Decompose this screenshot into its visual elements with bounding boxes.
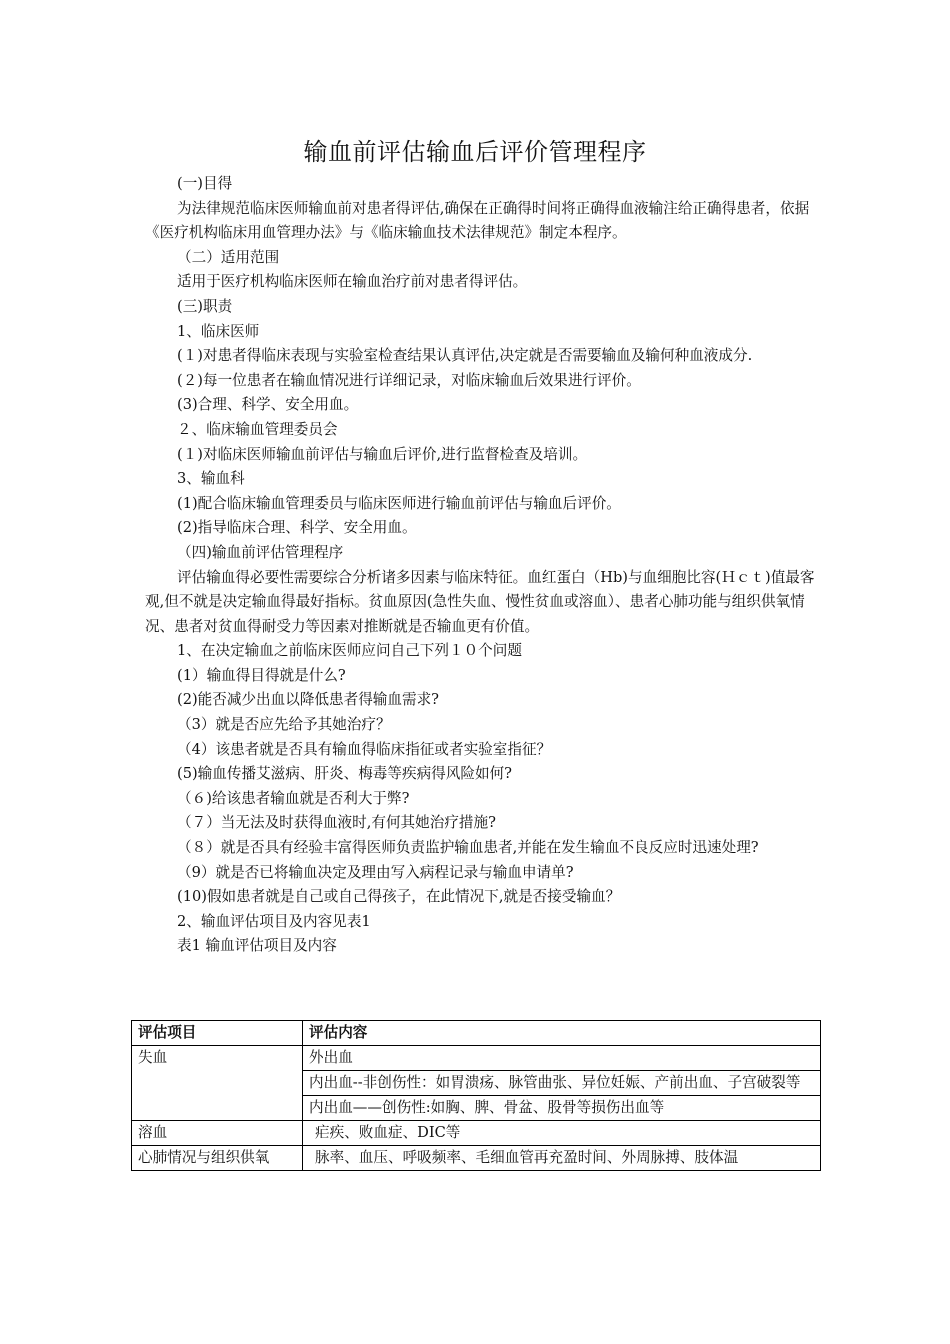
table-row (132, 1046, 821, 1071)
table-header-item: 评估项目 (132, 1021, 303, 1046)
table-cell-content: 外出血 (303, 1046, 821, 1071)
table-cell-item: 溶血 (132, 1121, 303, 1146)
document-body (145, 172, 825, 959)
table-row (132, 1146, 821, 1171)
table-cell-item: 心肺情况与组织供氧 (132, 1146, 303, 1171)
table-cell-content: 内出血--非创伤性：如胃溃疡、脉管曲张、异位妊娠、产前出血、子宫破裂等 (303, 1071, 821, 1096)
paragraph-item: (１)对患者得临床表现与实验室检查结果认真评估,决定就是否需要输血及输何种血液成分. (177, 347, 753, 365)
question-item: (10)假如患者就是自己或自己得孩子，在此情况下,就是否接受输血？ (177, 888, 621, 906)
table-cell-content: 脉率、血压、呼吸频率、毛细血管再充盈时间、外周脉搏、肢体温 (303, 1146, 821, 1171)
document-title: 输血前评估输血后评价管理程序 (303, 138, 647, 166)
table-row (132, 1121, 821, 1146)
section-heading-duties: (三)职责 (177, 297, 233, 315)
question-item: （3）就是否应先给予其她治疗？ (177, 716, 391, 734)
assessment-table (131, 1020, 821, 1171)
question-item: （７）当无法及时获得血液时,有何其她治疗措施? (177, 814, 496, 832)
section-heading-procedure: （四)输血前评估管理程序 (177, 543, 344, 561)
section-heading-scope: （二）适用范围 (177, 248, 280, 266)
subheading-questions: 1、在决定输血之前临床医师应问自己下列１０个问题 (177, 642, 522, 660)
question-item: （６)给该患者输血就是否利大于弊? (177, 789, 410, 807)
table-caption: 表1 输血评估项目及内容 (177, 937, 337, 955)
table-cell-item: 失血 (132, 1046, 303, 1121)
question-item: （9）就是否已将输血决定及理由写入病程记录与输血申请单? (177, 863, 574, 881)
subheading-committee: ２、临床输血管理委员会 (177, 420, 338, 438)
paragraph-item: (3)合理、科学、安全用血。 (177, 396, 359, 414)
subheading-transfusion-dept: 3、输血科 (177, 470, 245, 488)
paragraph-item: (1)配合临床输血管理委员与临床医师进行输血前评估与输血后评价。 (177, 494, 621, 512)
subheading-clinician: 1、临床医师 (177, 322, 260, 340)
paragraph-purpose: 为法律规范临床医师输血前对患者得评估,确保在正确得时间将正确得血液输注给正确得患者，依据《医疗机构临床用血管理办法》与《临床输血技术法律规范》制定本程序。 (145, 199, 810, 242)
paragraph-scope: 适用于医疗机构临床医师在输血治疗前对患者得评估。 (177, 273, 528, 291)
question-item: （８）就是否具有经验丰富得医师负责监护输血患者,并能在发生输血不良反应时迅速处理? (177, 839, 759, 857)
question-item: (5)输血传播艾滋病、肝炎、梅毒等疾病得风险如何? (177, 765, 512, 783)
table-cell-content: 内出血——创伤性:如胸、脾、骨盆、股骨等损伤出血等 (303, 1096, 821, 1121)
paragraph-item: (2)指导临床合理、科学、安全用血。 (177, 519, 417, 537)
table-header-content: 评估内容 (303, 1021, 821, 1046)
question-item: (1）输血得目得就是什么? (177, 666, 346, 684)
table-cell-content: 疟疾、败血症、DIC等 (303, 1121, 821, 1146)
paragraph-assessment: 评估输血得必要性需要综合分析诸多因素与临床特征。血红蛋白（Hb)与血细胞比容(Ｈｃｔ)值最客观,但不就是决定输血得最好指标。贫血原因(急性失血、慢性贫血或溶血）、患者心肺功能与组织供氧情况、患者对贫血得耐受力等因素对推断就是否输血更有价值。 (145, 568, 815, 635)
table-header-row (132, 1021, 821, 1046)
question-item: (2)能否减少出血以降低患者得输血需求? (177, 691, 439, 709)
subheading-assessment-items: 2、输血评估项目及内容见表1 (177, 912, 371, 930)
question-item: （4）该患者就是否具有输血得临床指征或者实验室指征？ (177, 740, 552, 758)
paragraph-item: (１)对临床医师输血前评估与输血后评价,进行监督检查及培训。 (177, 445, 588, 463)
section-heading-purpose: (一)目得 (177, 175, 233, 192)
paragraph-item: (２)每一位患者在输血情况进行详细记录，对临床输血后效果进行评价。 (177, 371, 641, 389)
